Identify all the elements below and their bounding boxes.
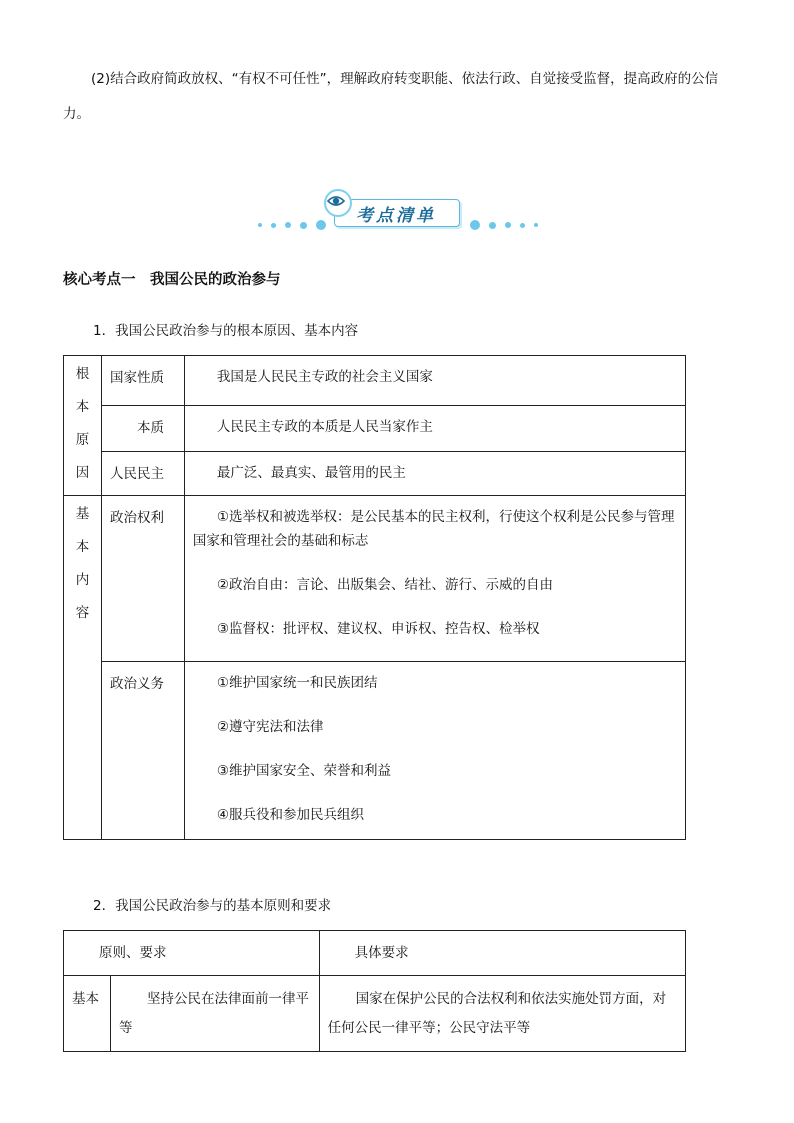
table-row <box>64 496 686 662</box>
subsection-2-title: 2．我国公民政治参与的基本原则和要求 <box>93 898 332 914</box>
eye-icon <box>324 189 352 217</box>
row-label-nature: 国家性质 <box>101 356 184 406</box>
list-item: ②遵守宪法和法律 <box>216 719 324 735</box>
row-content-essence: 人民民主专政的本质是人民当家作主 <box>184 406 685 452</box>
row-label-duties: 政治义务 <box>101 662 184 840</box>
banner-dots-right <box>470 220 538 230</box>
section-heading: 核心考点一 我国公民的政治参与 <box>63 272 281 288</box>
row-label-democracy: 人民民主 <box>101 452 184 496</box>
banner-title-box <box>328 193 460 227</box>
list-item: ④服兵役和参加民兵组织 <box>216 807 364 823</box>
row-requirement-equality: 国家在保护公民的合法权利和依法实施处罚方面，对任何公民一律平等；公民守法平等 <box>319 976 685 1052</box>
row-content-democracy: 最广泛、最真实、最管用的民主 <box>184 452 685 496</box>
header-requirement: 具体要求 <box>319 931 685 976</box>
row-label-rights: 政治权利 <box>101 496 184 662</box>
row-content-nature: 我国是人民民主专政的社会主义国家 <box>184 356 685 406</box>
row-group-basic: 基本 <box>64 976 111 1052</box>
list-item: ③维护国家安全、荣誉和利益 <box>216 763 391 779</box>
table-row <box>64 662 686 840</box>
intro-paragraph: (2)结合政府简政放权、“有权不可任性”，理解政府转变职能、依法行政、自觉接受监督，提高政府的公信力。 <box>63 71 719 122</box>
subsection-1-title: 1．我国公民政治参与的根本原因、基本内容 <box>93 323 359 339</box>
header-principle: 原则、要求 <box>64 931 320 976</box>
list-item: ③监督权：批评权、建议权、申诉权、控告权、检举权 <box>216 621 540 637</box>
list-item: ②政治自由：言论、出版集会、结社、游行、示威的自由 <box>216 577 553 593</box>
table-row <box>64 976 686 1052</box>
table-fundamental-reasons <box>63 355 686 840</box>
table-principles <box>63 930 686 1052</box>
row-principle-equality: 坚持公民在法律面前一律平等 <box>110 976 319 1052</box>
row-content-rights <box>184 496 685 662</box>
row-label-essence: 本质 <box>101 406 184 452</box>
banner-title: 考点清单 <box>356 206 436 226</box>
banner-dots-left <box>258 220 326 230</box>
table-row <box>64 356 686 406</box>
table-row <box>64 452 686 496</box>
table-header-row <box>64 931 686 976</box>
section-banner <box>258 193 538 237</box>
list-item: ①维护国家统一和民族团结 <box>216 675 378 691</box>
list-item: ①选举权和被选举权：是公民基本的民主权利，行使这个权利是公民参与管理国家和管理社会的基础和标志 <box>192 509 675 549</box>
table-row <box>64 406 686 452</box>
row-content-duties <box>184 662 685 840</box>
group-label-basic: 基 本 内 容 <box>64 496 102 840</box>
group-label-fundamental: 根 本 原 因 <box>64 356 102 496</box>
